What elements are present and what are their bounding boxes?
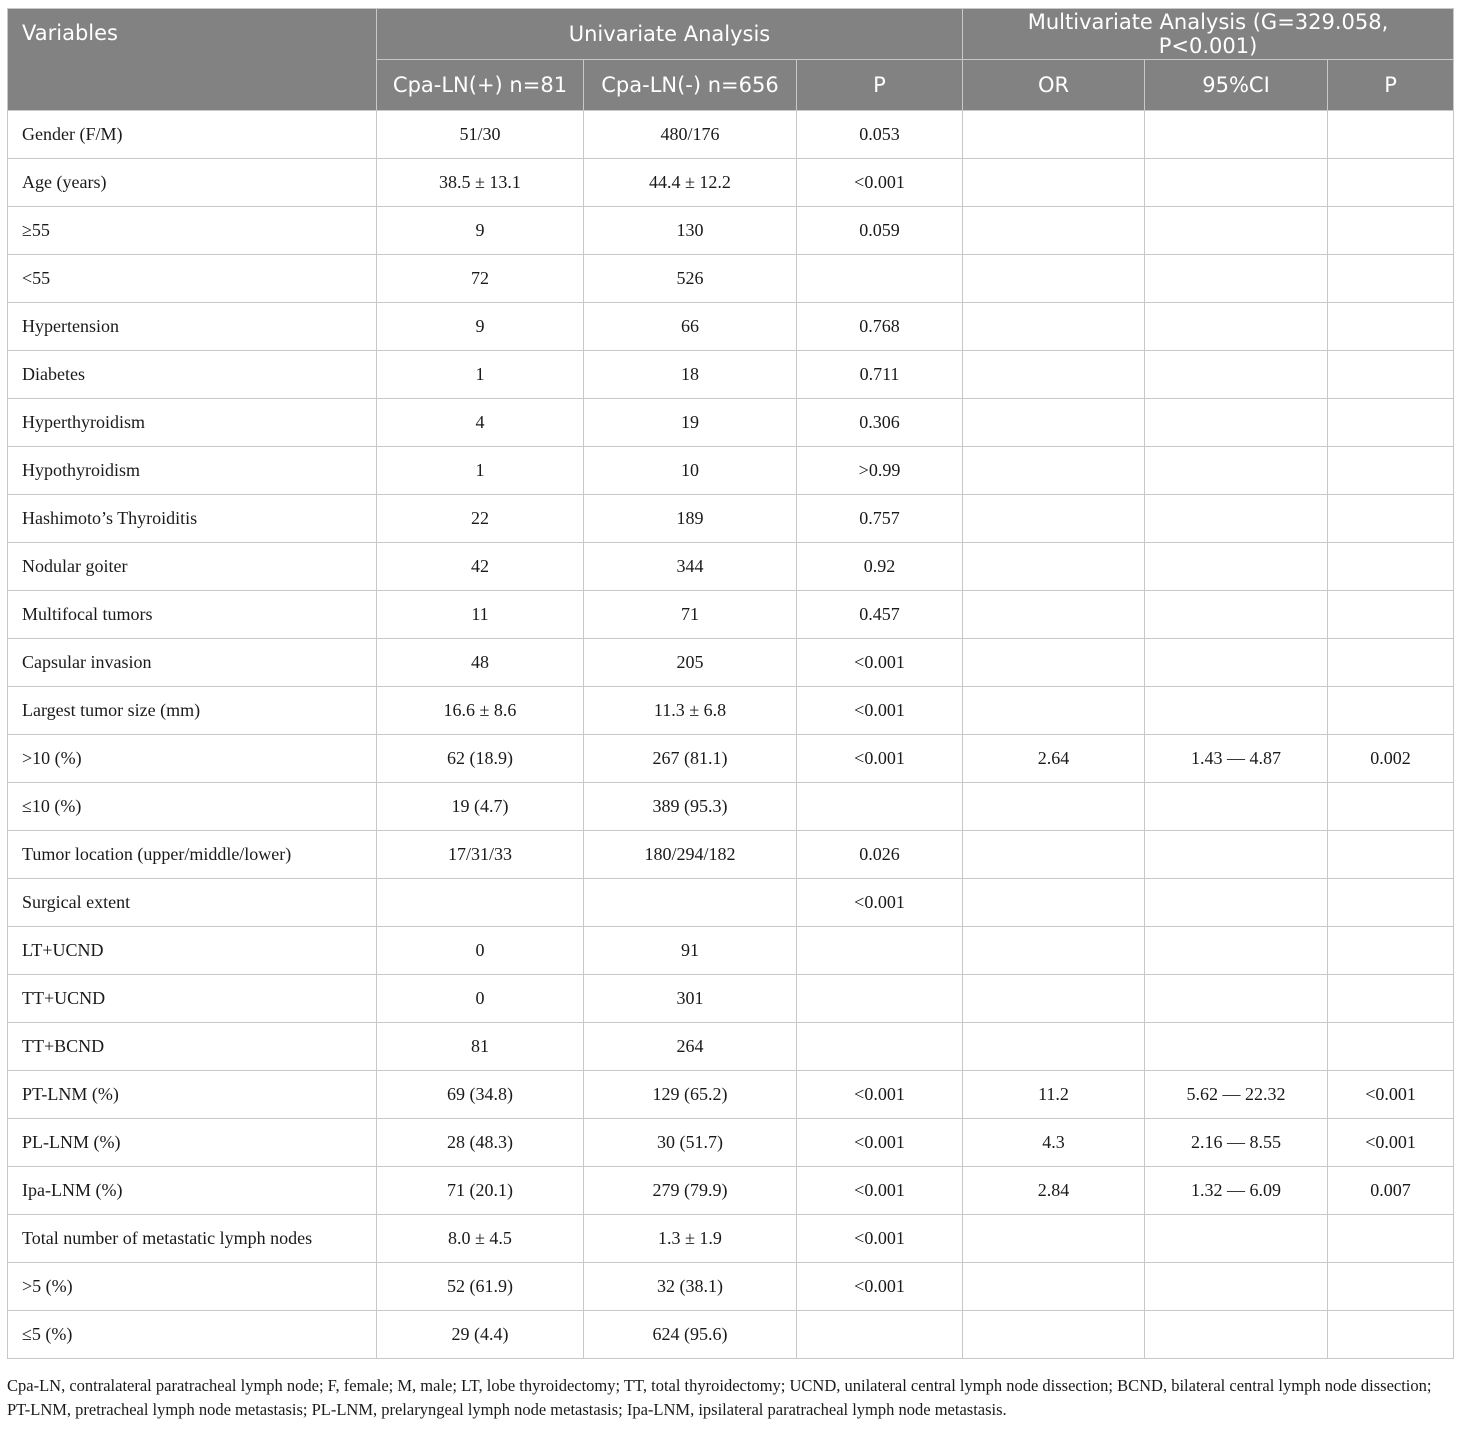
cpa-negative-cell: 205 <box>584 639 797 687</box>
header-univariate-p: P <box>797 60 963 111</box>
variable-cell: LT+UCND <box>8 927 377 975</box>
cpa-negative-cell: 91 <box>584 927 797 975</box>
cpa-negative-cell: 11.3 ± 6.8 <box>584 687 797 735</box>
or-cell <box>963 639 1145 687</box>
univariate-p-cell: <0.001 <box>797 1263 963 1311</box>
or-cell <box>963 399 1145 447</box>
cpa-negative-cell: 267 (81.1) <box>584 735 797 783</box>
univariate-p-cell: <0.001 <box>797 1071 963 1119</box>
cpa-negative-cell: 189 <box>584 495 797 543</box>
univariate-p-cell <box>797 927 963 975</box>
table-row <box>8 591 1454 639</box>
univariate-p-cell: 0.306 <box>797 399 963 447</box>
variable-cell: Gender (F/M) <box>8 111 377 159</box>
ci-cell <box>1145 111 1328 159</box>
table-row <box>8 687 1454 735</box>
table-row <box>8 303 1454 351</box>
univariate-p-cell <box>797 1023 963 1071</box>
multivariate-p-cell <box>1328 399 1454 447</box>
header-ci: 95%CI <box>1145 60 1328 111</box>
multivariate-p-cell <box>1328 687 1454 735</box>
univariate-p-cell <box>797 975 963 1023</box>
variable-cell: Largest tumor size (mm) <box>8 687 377 735</box>
variable-cell: PL-LNM (%) <box>8 1119 377 1167</box>
table-row <box>8 111 1454 159</box>
multivariate-p-cell: 0.002 <box>1328 735 1454 783</box>
cpa-negative-cell: 344 <box>584 543 797 591</box>
cpa-positive-cell: 51/30 <box>377 111 584 159</box>
ci-cell <box>1145 591 1328 639</box>
or-cell <box>963 351 1145 399</box>
ci-cell <box>1145 639 1328 687</box>
cpa-positive-cell: 1 <box>377 351 584 399</box>
table-row <box>8 1119 1454 1167</box>
header-or: OR <box>963 60 1145 111</box>
multivariate-p-cell <box>1328 159 1454 207</box>
ci-cell <box>1145 831 1328 879</box>
or-cell: 2.64 <box>963 735 1145 783</box>
multivariate-p-cell <box>1328 111 1454 159</box>
univariate-p-cell <box>797 1311 963 1359</box>
ci-cell <box>1145 255 1328 303</box>
or-cell: 4.3 <box>963 1119 1145 1167</box>
table-row <box>8 399 1454 447</box>
table-row <box>8 1023 1454 1071</box>
variable-cell: Nodular goiter <box>8 543 377 591</box>
table-container <box>7 8 1453 1359</box>
or-cell <box>963 783 1145 831</box>
variable-cell: TT+BCND <box>8 1023 377 1071</box>
cpa-positive-cell: 48 <box>377 639 584 687</box>
cpa-positive-cell: 42 <box>377 543 584 591</box>
table-row <box>8 255 1454 303</box>
variable-cell: Age (years) <box>8 159 377 207</box>
ci-cell <box>1145 1263 1328 1311</box>
cpa-positive-cell: 71 (20.1) <box>377 1167 584 1215</box>
variable-cell: Diabetes <box>8 351 377 399</box>
cpa-negative-cell: 1.3 ± 1.9 <box>584 1215 797 1263</box>
table-row <box>8 543 1454 591</box>
header-cpa-positive: Cpa-LN(+) n=81 <box>377 60 584 111</box>
univariate-p-cell: <0.001 <box>797 735 963 783</box>
cpa-negative-cell: 18 <box>584 351 797 399</box>
or-cell <box>963 1215 1145 1263</box>
ci-cell <box>1145 543 1328 591</box>
cpa-positive-cell: 8.0 ± 4.5 <box>377 1215 584 1263</box>
multivariate-p-cell <box>1328 879 1454 927</box>
multivariate-p-cell: <0.001 <box>1328 1119 1454 1167</box>
multivariate-p-cell <box>1328 591 1454 639</box>
variable-cell: Hashimoto’s Thyroiditis <box>8 495 377 543</box>
header-variables: Variables <box>8 9 377 111</box>
univariate-p-cell: 0.053 <box>797 111 963 159</box>
table-row <box>8 783 1454 831</box>
table-row <box>8 735 1454 783</box>
multivariate-p-cell <box>1328 1311 1454 1359</box>
variable-cell: Hypothyroidism <box>8 447 377 495</box>
cpa-positive-cell: 11 <box>377 591 584 639</box>
ci-cell <box>1145 399 1328 447</box>
multivariate-p-cell <box>1328 639 1454 687</box>
or-cell <box>963 495 1145 543</box>
ci-cell: 1.32 — 6.09 <box>1145 1167 1328 1215</box>
cpa-positive-cell: 1 <box>377 447 584 495</box>
multivariate-p-cell <box>1328 927 1454 975</box>
cpa-negative-cell: 526 <box>584 255 797 303</box>
ci-cell <box>1145 927 1328 975</box>
ci-cell <box>1145 1311 1328 1359</box>
cpa-negative-cell: 19 <box>584 399 797 447</box>
cpa-negative-cell: 279 (79.9) <box>584 1167 797 1215</box>
cpa-positive-cell: 19 (4.7) <box>377 783 584 831</box>
table-row <box>8 207 1454 255</box>
or-cell: 11.2 <box>963 1071 1145 1119</box>
multivariate-p-cell: 0.007 <box>1328 1167 1454 1215</box>
univariate-p-cell: 0.92 <box>797 543 963 591</box>
cpa-negative-cell: 480/176 <box>584 111 797 159</box>
cpa-positive-cell: 17/31/33 <box>377 831 584 879</box>
header-multivariate-p: P <box>1328 60 1454 111</box>
or-cell <box>963 447 1145 495</box>
multivariate-p-cell <box>1328 447 1454 495</box>
or-cell <box>963 1263 1145 1311</box>
univariate-p-cell: 0.457 <box>797 591 963 639</box>
variable-cell: ≥55 <box>8 207 377 255</box>
cpa-negative-cell: 130 <box>584 207 797 255</box>
or-cell <box>963 303 1145 351</box>
ci-cell <box>1145 495 1328 543</box>
cpa-positive-cell: 52 (61.9) <box>377 1263 584 1311</box>
univariate-p-cell: 0.711 <box>797 351 963 399</box>
table-row <box>8 975 1454 1023</box>
or-cell <box>963 687 1145 735</box>
or-cell <box>963 831 1145 879</box>
variable-cell: Capsular invasion <box>8 639 377 687</box>
multivariate-p-cell <box>1328 975 1454 1023</box>
cpa-positive-cell: 81 <box>377 1023 584 1071</box>
cpa-positive-cell: 4 <box>377 399 584 447</box>
cpa-positive-cell: 72 <box>377 255 584 303</box>
cpa-negative-cell: 30 (51.7) <box>584 1119 797 1167</box>
table-row <box>8 1071 1454 1119</box>
cpa-negative-cell: 10 <box>584 447 797 495</box>
cpa-positive-cell: 0 <box>377 927 584 975</box>
table-row <box>8 159 1454 207</box>
cpa-positive-cell: 9 <box>377 207 584 255</box>
cpa-positive-cell: 38.5 ± 13.1 <box>377 159 584 207</box>
cpa-negative-cell: 32 (38.1) <box>584 1263 797 1311</box>
ci-cell <box>1145 351 1328 399</box>
ci-cell: 1.43 — 4.87 <box>1145 735 1328 783</box>
table-body <box>8 111 1454 1359</box>
multivariate-p-cell <box>1328 255 1454 303</box>
variable-cell: Surgical extent <box>8 879 377 927</box>
cpa-positive-cell: 9 <box>377 303 584 351</box>
univariate-p-cell <box>797 255 963 303</box>
cpa-positive-cell: 28 (48.3) <box>377 1119 584 1167</box>
variable-cell: Hyperthyroidism <box>8 399 377 447</box>
or-cell <box>963 1023 1145 1071</box>
table-row <box>8 1167 1454 1215</box>
multivariate-p-cell <box>1328 1215 1454 1263</box>
univariate-p-cell: 0.768 <box>797 303 963 351</box>
cpa-positive-cell: 16.6 ± 8.6 <box>377 687 584 735</box>
table-header <box>8 9 1454 111</box>
ci-cell: 5.62 — 22.32 <box>1145 1071 1328 1119</box>
or-cell <box>963 1311 1145 1359</box>
cpa-positive-cell: 22 <box>377 495 584 543</box>
cpa-negative-cell: 264 <box>584 1023 797 1071</box>
table-row <box>8 1263 1454 1311</box>
univariate-p-cell <box>797 783 963 831</box>
ci-cell: 2.16 — 8.55 <box>1145 1119 1328 1167</box>
ci-cell <box>1145 159 1328 207</box>
cpa-positive-cell: 62 (18.9) <box>377 735 584 783</box>
cpa-negative-cell: 66 <box>584 303 797 351</box>
ci-cell <box>1145 1215 1328 1263</box>
ci-cell <box>1145 1023 1328 1071</box>
multivariate-p-cell <box>1328 1023 1454 1071</box>
univariate-p-cell: 0.059 <box>797 207 963 255</box>
univariate-p-cell: >0.99 <box>797 447 963 495</box>
table-row <box>8 879 1454 927</box>
univariate-p-cell: <0.001 <box>797 639 963 687</box>
multivariate-p-cell <box>1328 207 1454 255</box>
cpa-negative-cell: 44.4 ± 12.2 <box>584 159 797 207</box>
table-row <box>8 351 1454 399</box>
variable-cell: ≤5 (%) <box>8 1311 377 1359</box>
header-univariate: Univariate Analysis <box>377 9 963 60</box>
variable-cell: Ipa-LNM (%) <box>8 1167 377 1215</box>
variable-cell: Multifocal tumors <box>8 591 377 639</box>
multivariate-p-cell <box>1328 543 1454 591</box>
variable-cell: PT-LNM (%) <box>8 1071 377 1119</box>
cpa-negative-cell: 129 (65.2) <box>584 1071 797 1119</box>
ci-cell <box>1145 687 1328 735</box>
cpa-positive-cell <box>377 879 584 927</box>
variable-cell: Tumor location (upper/middle/lower) <box>8 831 377 879</box>
table-row <box>8 927 1454 975</box>
table-footnote: Cpa-LN, contralateral paratracheal lymph node; F, female; M, male; LT, lobe thyroidectomy; TT, total thyroidectomy; UCND, unilateral central lymph node dissection; BCND, bilateral central lymph node dissection; PT-LNM, pretracheal lymph node metastasis; PL-LNM, prelaryngeal lymph node metastasis; Ipa-LNM, ipsilateral paratracheal lymph node metastasis. <box>7 1376 1432 1419</box>
or-cell <box>963 975 1145 1023</box>
multivariate-p-cell <box>1328 351 1454 399</box>
variable-cell: <55 <box>8 255 377 303</box>
multivariate-p-cell <box>1328 831 1454 879</box>
table-row <box>8 447 1454 495</box>
univariate-p-cell: <0.001 <box>797 1119 963 1167</box>
header-cpa-negative: Cpa-LN(-) n=656 <box>584 60 797 111</box>
or-cell <box>963 543 1145 591</box>
ci-cell <box>1145 207 1328 255</box>
univariate-p-cell: <0.001 <box>797 687 963 735</box>
table-row <box>8 831 1454 879</box>
univariate-p-cell: 0.026 <box>797 831 963 879</box>
header-multivariate: Multivariate Analysis (G=329.058, P<0.001) <box>963 9 1454 60</box>
or-cell <box>963 255 1145 303</box>
univariate-p-cell: <0.001 <box>797 1215 963 1263</box>
variable-cell: Hypertension <box>8 303 377 351</box>
cpa-negative-cell: 71 <box>584 591 797 639</box>
or-cell <box>963 111 1145 159</box>
or-cell <box>963 159 1145 207</box>
or-cell <box>963 591 1145 639</box>
table-row <box>8 1311 1454 1359</box>
univariate-p-cell: 0.757 <box>797 495 963 543</box>
variable-cell: Total number of metastatic lymph nodes <box>8 1215 377 1263</box>
table-row <box>8 639 1454 687</box>
multivariate-p-cell <box>1328 783 1454 831</box>
variable-cell: TT+UCND <box>8 975 377 1023</box>
or-cell <box>963 207 1145 255</box>
or-cell: 2.84 <box>963 1167 1145 1215</box>
univariate-p-cell: <0.001 <box>797 1167 963 1215</box>
multivariate-p-cell <box>1328 495 1454 543</box>
cpa-positive-cell: 69 (34.8) <box>377 1071 584 1119</box>
ci-cell <box>1145 447 1328 495</box>
cpa-positive-cell: 29 (4.4) <box>377 1311 584 1359</box>
multivariate-p-cell: <0.001 <box>1328 1071 1454 1119</box>
cpa-negative-cell <box>584 879 797 927</box>
multivariate-p-cell <box>1328 1263 1454 1311</box>
cpa-negative-cell: 301 <box>584 975 797 1023</box>
univariate-p-cell: <0.001 <box>797 159 963 207</box>
multivariate-p-cell <box>1328 303 1454 351</box>
data-table <box>7 8 1454 1359</box>
or-cell <box>963 927 1145 975</box>
ci-cell <box>1145 783 1328 831</box>
variable-cell: >10 (%) <box>8 735 377 783</box>
cpa-positive-cell: 0 <box>377 975 584 1023</box>
ci-cell <box>1145 975 1328 1023</box>
ci-cell <box>1145 879 1328 927</box>
or-cell <box>963 879 1145 927</box>
table-row <box>8 495 1454 543</box>
cpa-negative-cell: 180/294/182 <box>584 831 797 879</box>
table-row <box>8 1215 1454 1263</box>
variable-cell: ≤10 (%) <box>8 783 377 831</box>
cpa-negative-cell: 624 (95.6) <box>584 1311 797 1359</box>
univariate-p-cell: <0.001 <box>797 879 963 927</box>
cpa-negative-cell: 389 (95.3) <box>584 783 797 831</box>
ci-cell <box>1145 303 1328 351</box>
variable-cell: >5 (%) <box>8 1263 377 1311</box>
